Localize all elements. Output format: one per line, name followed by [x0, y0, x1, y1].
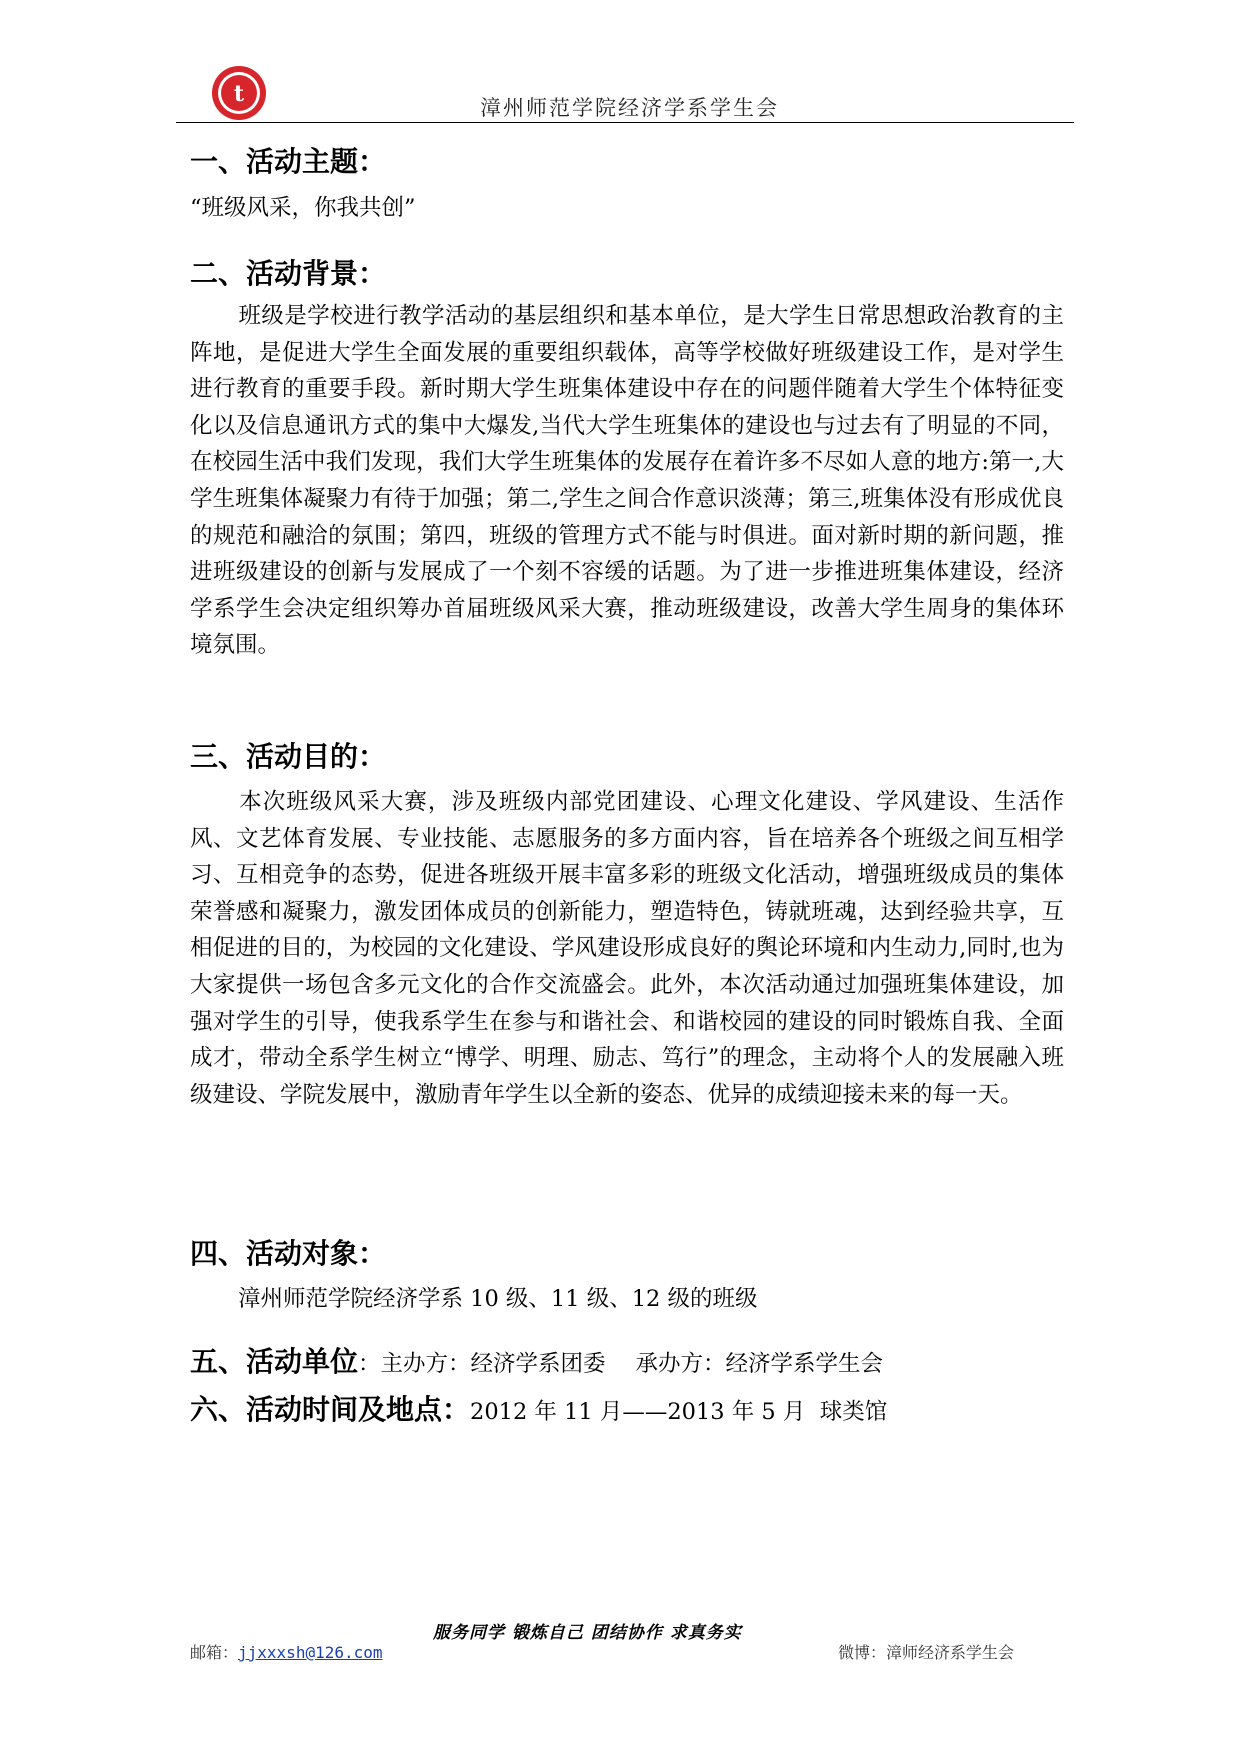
units-organizer: 承办方：经济学系学生会 — [635, 1351, 884, 1377]
units-line — [190, 1340, 883, 1380]
theme-text: “班级风采，你我共创” — [190, 195, 416, 221]
purpose-paragraph — [190, 784, 1064, 1113]
header-title: 漳州师范学院经济学系学生会 — [480, 96, 779, 120]
time-place-line — [190, 1388, 887, 1428]
target-text: 漳州师范学院经济学系 10 级、11 级、12 级的班级 — [238, 1286, 758, 1312]
svg-text:t: t — [233, 81, 245, 107]
theme-heading: 一、活动主题： — [190, 145, 387, 178]
purpose-heading: 三、活动目的： — [190, 740, 387, 773]
footer-slogan: 服务同学 锻炼自己 团结协作 求真务实 — [433, 1623, 742, 1643]
time-place-heading: 六、活动时间及地点： — [190, 1393, 471, 1426]
purpose-text: 本次班级风采大赛，涉及班级内部党团建设、心理文化建设、学风建设、生活作风、文艺体育发展、专业技能、志愿服务的多方面内容，旨在培养各个班级之间互相学习、互相竞争的态势，促进各班级开展丰富多彩的班级文化活动，增强班级成员的集体荣誉感和凝聚力，激发团体成员的创新能力，塑造特色，铸就班魂，达到经验共享，互相促进的目的，为校园的文化建设、学风建设形成良好的舆论环境和内生动力,同时,也为大家提供一场包含多元文化的合作交流盛会。此外，本次活动通过加强班集体建设，加强对学生的引导，使我系学生在参与和谐社会、和谐校园的建设的同时锻炼自我、全面成才，带动全系学生树立“博学、明理、励志、笃行”的理念，主动将个人的发展融入班级建设、学院发展中，激励青年学生以全新的姿态、优异的成绩迎接未来的每一天。 — [190, 789, 1064, 1108]
background-text: 班级是学校进行教学活动的基层组织和基本单位，是大学生日常思想政治教育的主阵地，是促进大学生全面发展的重要组织载体，高等学校做好班级建设工作，是对学生进行教育的重要手段。新时期大学生班集体建设中存在的问题伴随着大学生个体特征变化以及信息通讯方式的集中大爆发,当代大学生班集体的建设也与过去有了明显的不同，在校园生活中我们发现，我们大学生班集体的发展存在着许多不尽如人意的地方:第一,大学生班集体凝聚力有待于加强；第二,学生之间合作意识淡薄；第三,班集体没有形成优良的规范和融洽的氛围；第四，班级的管理方式不能与时俱进。面对新时期的新问题，推进班级建设的创新与发展成了一个刻不容缓的话题。为了进一步推进班集体建设，经济学系学生会决定组织筹办首届班级风采大赛，推动班级建设，改善大学生周身的集体环境氛围。 — [190, 303, 1064, 659]
target-heading: 四、活动对象： — [190, 1237, 387, 1270]
units-sponsor: ：主办方：经济学系团委 — [358, 1351, 606, 1377]
footer-weibo: 微博：漳师经济系学生会 — [838, 1643, 1015, 1662]
footer-email — [190, 1640, 383, 1663]
header-divider — [176, 122, 1074, 123]
email-link[interactable]: jjxxxsh@126.com — [238, 1643, 383, 1662]
school-logo — [210, 64, 268, 122]
units-heading: 五、活动单位 — [190, 1345, 359, 1378]
background-paragraph — [190, 298, 1064, 664]
time-place-text: 2012 年 11 月——2013 年 5 月 球类馆 — [470, 1399, 888, 1425]
background-heading: 二、活动背景： — [190, 257, 387, 290]
email-label: 邮箱： — [190, 1643, 239, 1662]
